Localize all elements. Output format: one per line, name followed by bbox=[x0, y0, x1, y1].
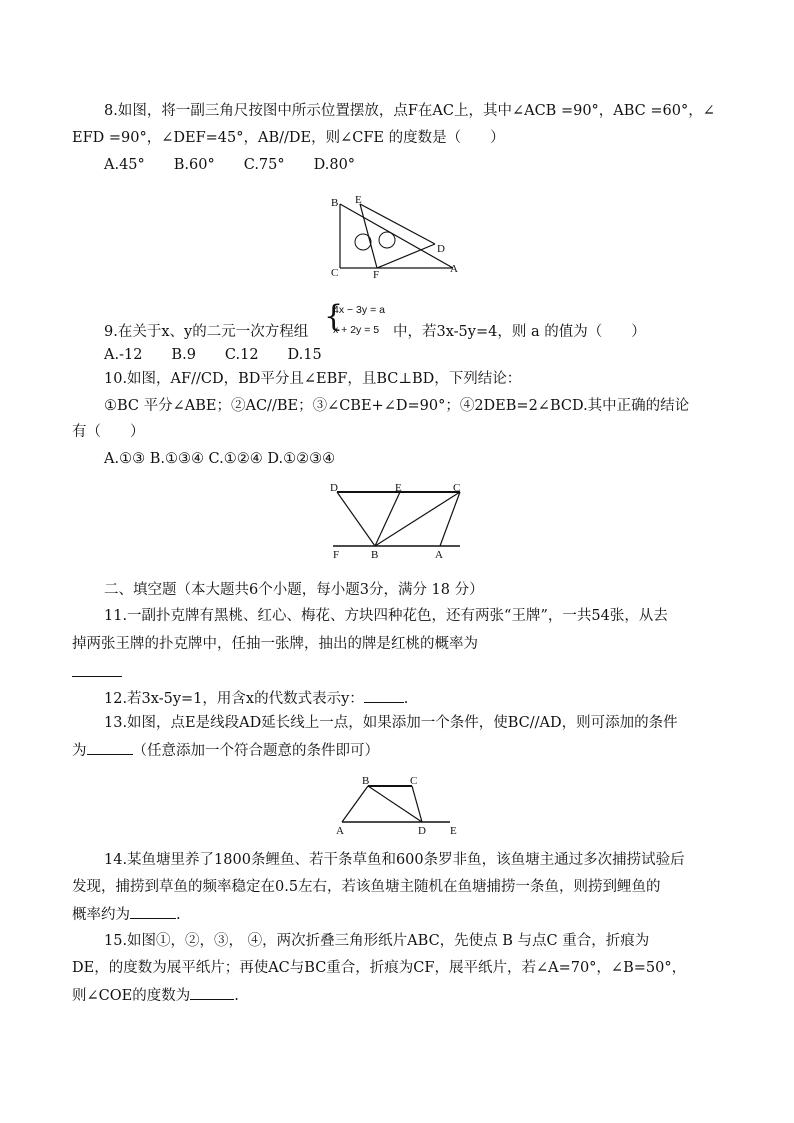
q15-line3-wrap: 则∠COE的度数为 . bbox=[72, 985, 239, 1006]
q11-line2: 掉两张王牌的扑克牌中，任抽一张牌，抽出的牌是红桃的概率为 bbox=[72, 636, 478, 652]
q12-answer-blank bbox=[364, 688, 404, 703]
q13-label-a: A bbox=[336, 825, 344, 837]
q11-line1: 11.一副扑克牌有黑桃、红心、梅花、方块四种花色，还有两张“王牌”，一共54张，从去 bbox=[104, 608, 668, 624]
q8-line1: 8.如图，将一副三角尺按图中所示位置摆放，点F在AC上，其中∠ACB =90°，ABC =60°，∠ bbox=[104, 103, 715, 119]
q10-label-e: E bbox=[395, 482, 402, 494]
q13-answer-blank bbox=[87, 740, 133, 755]
q10-label-a: A bbox=[435, 549, 443, 560]
q13-label-d: D bbox=[418, 825, 426, 837]
q8-line2: EFD =90°，∠DEF=45°，AB//DE，则∠CFE 的度数是（ ） bbox=[72, 130, 505, 146]
q10-line2: ①BC 平分∠ABE；②AC//BE；③∠CBE+∠D=90°；④2DEB=2∠BCD.其中正确的结论 bbox=[104, 398, 690, 414]
q8-label-a: A bbox=[450, 263, 458, 275]
q14-answer-blank bbox=[130, 904, 176, 919]
q9-eq2: x + 2y = 5 bbox=[333, 324, 380, 336]
q15-line2: DE，的度数为展平纸片；再使AC与BC重合，折痕为CF，展平纸片，若∠A=70°，∠B=50°， bbox=[72, 960, 687, 976]
q10-label-f: F bbox=[333, 549, 340, 560]
q10-label-c: C bbox=[453, 482, 461, 494]
q8-label-e: E bbox=[355, 194, 362, 206]
q10-figure bbox=[325, 480, 470, 560]
q10-options: A.①③ B.①③④ C.①②④ D.①②③④ bbox=[104, 451, 336, 467]
q13-figure bbox=[330, 772, 465, 838]
q13-label-c: C bbox=[410, 775, 418, 787]
q11-answer-blank bbox=[72, 676, 122, 677]
q13-label-e: E bbox=[450, 825, 457, 837]
q13-line2-prefix: 为 bbox=[72, 743, 87, 759]
q15-line3: 则∠COE的度数为 bbox=[72, 988, 191, 1004]
q8-options: A.45° B.60° C.75° D.80° bbox=[104, 157, 356, 173]
q14-line2: 发现，捕捞到草鱼的频率稳定在0.5左右，若该鱼塘主随机在鱼塘捕捞一条鱼，则捞到鲤鱼的 bbox=[72, 879, 661, 895]
q9-eq1: 4x − 3y = a bbox=[333, 304, 385, 316]
q9-text-after: 中，若3x-5y=4，则 a 的值为（ ） bbox=[393, 324, 646, 340]
q8-label-d: D bbox=[437, 243, 445, 255]
q10-label-b: B bbox=[371, 549, 379, 560]
q13-line2-suffix: （任意添加一个符合题意的条件即可） bbox=[132, 743, 379, 759]
q10-label-d: D bbox=[330, 482, 338, 494]
q9-brace: { bbox=[324, 299, 344, 334]
q9-options: A.-12 B.9 C.12 D.15 bbox=[104, 347, 322, 363]
q8-figure bbox=[325, 192, 465, 280]
q10-line3: 有（ ） bbox=[72, 424, 145, 440]
q13-line2 bbox=[72, 740, 379, 761]
q12-text: 12.若3x-5y=1，用含x的代数式表示y： bbox=[104, 691, 364, 707]
q10-line1: 10.如图，AF//CD，BD平分且∠EBF，且BC⊥BD，下列结论： bbox=[104, 371, 522, 387]
q14-line3-wrap: 概率约为 . bbox=[72, 904, 181, 925]
q8-label-c: C bbox=[331, 267, 339, 279]
q9-text-before: 9.在关于x、y的二元一次方程组 bbox=[104, 324, 309, 340]
q13-line1: 13.如图，点E是线段AD延长线上一点，如果添加一个条件，使BC//AD，则可添加的条件 bbox=[104, 715, 678, 731]
section2-heading: 二、填空题（本大题共6个小题，每小题3分，满分 18 分） bbox=[104, 582, 484, 598]
q8-label-b: B bbox=[331, 197, 339, 209]
q12-line: 12.若3x-5y=1，用含x的代数式表示y： . bbox=[104, 688, 408, 709]
q15-line1: 15.如图①，②，③， ④，两次折叠三角形纸片ABC，先使点 B 与点C 重合，折痕为 bbox=[104, 933, 650, 949]
q14-line3: 概率约为 bbox=[72, 907, 130, 923]
q14-line1: 14.某鱼塘里养了1800条鲤鱼、若干条草鱼和600条罗非鱼，该鱼塘主通过多次捕捞试验后 bbox=[104, 852, 685, 868]
q8-label-f: F bbox=[373, 269, 380, 280]
q13-label-b: B bbox=[362, 775, 370, 787]
q15-answer-blank bbox=[190, 985, 234, 1000]
